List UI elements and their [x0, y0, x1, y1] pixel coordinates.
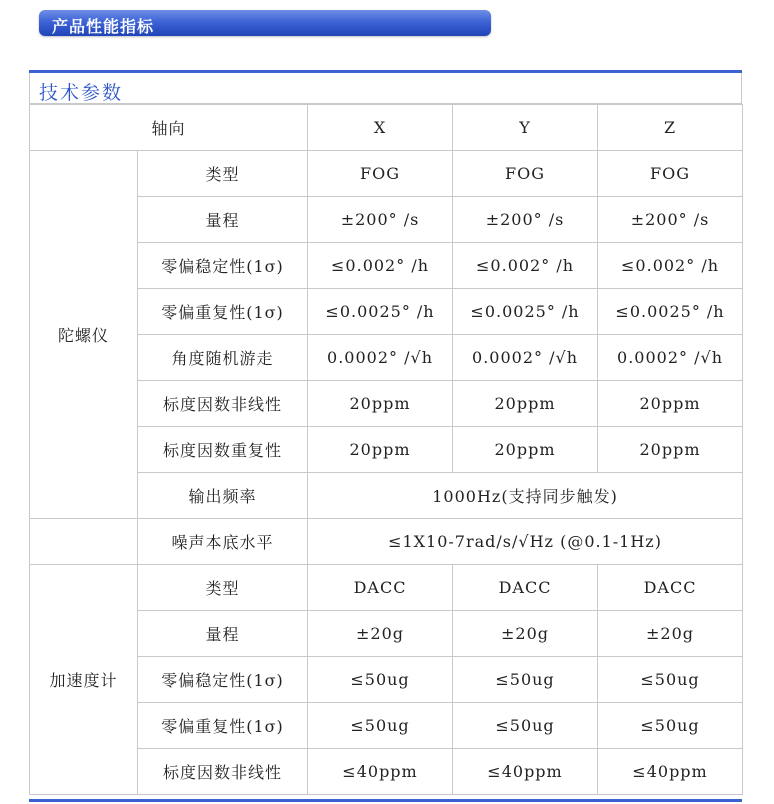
row-label: 标度因数非线性 [138, 749, 308, 795]
row-label: 标度因数非线性 [138, 381, 308, 427]
cell-z: ±200° /s [598, 197, 743, 243]
section-header [29, 73, 742, 104]
cell-z: DACC [598, 565, 743, 611]
cell-x: ≤0.002° /h [308, 243, 453, 289]
cell-z: ≤50ug [598, 657, 743, 703]
cell-y: DACC [453, 565, 598, 611]
row-label: 零偏重复性(1σ) [138, 703, 308, 749]
table-row [30, 565, 743, 611]
cell-y: ±200° /s [453, 197, 598, 243]
row-label: 零偏重复性(1σ) [138, 289, 308, 335]
cell-y: FOG [453, 151, 598, 197]
cell-z: ≤0.002° /h [598, 243, 743, 289]
table-row [30, 151, 743, 197]
cell-x: ≤50ug [308, 703, 453, 749]
row-label: 零偏稳定性(1σ) [138, 657, 308, 703]
bottom-divider [29, 799, 742, 802]
cell-z: 20ppm [598, 381, 743, 427]
cell-y: ≤50ug [453, 703, 598, 749]
banner-title: 产品性能指标 [52, 17, 155, 36]
cell-x: ±20g [308, 611, 453, 657]
cell-z: ≤40ppm [598, 749, 743, 795]
noise-value: ≤1X10-7rad/s/√Hz (@0.1-1Hz) [308, 519, 743, 565]
gyro-group-label: 陀螺仪 [30, 151, 138, 519]
cell-z: ≤0.0025° /h [598, 289, 743, 335]
axis-y-header: Y [453, 105, 598, 151]
cell-z: FOG [598, 151, 743, 197]
cell-z: ≤50ug [598, 703, 743, 749]
cell-x: 20ppm [308, 381, 453, 427]
spec-panel [29, 70, 742, 795]
row-label: 类型 [138, 565, 308, 611]
empty-group-cell [30, 519, 138, 565]
cell-z: 0.0002° /√h [598, 335, 743, 381]
section-banner [39, 10, 491, 36]
output-frequency-value: 1000Hz(支持同步触发) [308, 473, 743, 519]
cell-z: 20ppm [598, 427, 743, 473]
spec-table [29, 104, 743, 795]
cell-y: ≤50ug [453, 657, 598, 703]
cell-x: DACC [308, 565, 453, 611]
row-label: 量程 [138, 611, 308, 657]
row-label: 输出频率 [138, 473, 308, 519]
cell-x: ±200° /s [308, 197, 453, 243]
cell-y: 20ppm [453, 381, 598, 427]
section-title: 技术参数 [39, 82, 124, 104]
accel-group-label: 加速度计 [30, 565, 138, 795]
row-label: 噪声本底水平 [138, 519, 308, 565]
row-label: 类型 [138, 151, 308, 197]
axis-z-header: Z [598, 105, 743, 151]
cell-y: ≤0.0025° /h [453, 289, 598, 335]
table-row-axis-header [30, 105, 743, 151]
row-label: 角度随机游走 [138, 335, 308, 381]
row-label: 零偏稳定性(1σ) [138, 243, 308, 289]
table-row-noise [30, 519, 743, 565]
cell-y: ≤40ppm [453, 749, 598, 795]
row-label: 标度因数重复性 [138, 427, 308, 473]
cell-y: ±20g [453, 611, 598, 657]
cell-y: 0.0002° /√h [453, 335, 598, 381]
cell-x: 20ppm [308, 427, 453, 473]
axis-x-header: X [308, 105, 453, 151]
cell-x: ≤50ug [308, 657, 453, 703]
row-label: 量程 [138, 197, 308, 243]
cell-x: ≤0.0025° /h [308, 289, 453, 335]
cell-x: ≤40ppm [308, 749, 453, 795]
cell-x: FOG [308, 151, 453, 197]
cell-z: ±20g [598, 611, 743, 657]
cell-y: 20ppm [453, 427, 598, 473]
cell-y: ≤0.002° /h [453, 243, 598, 289]
axis-header-label: 轴向 [30, 105, 308, 151]
cell-x: 0.0002° /√h [308, 335, 453, 381]
